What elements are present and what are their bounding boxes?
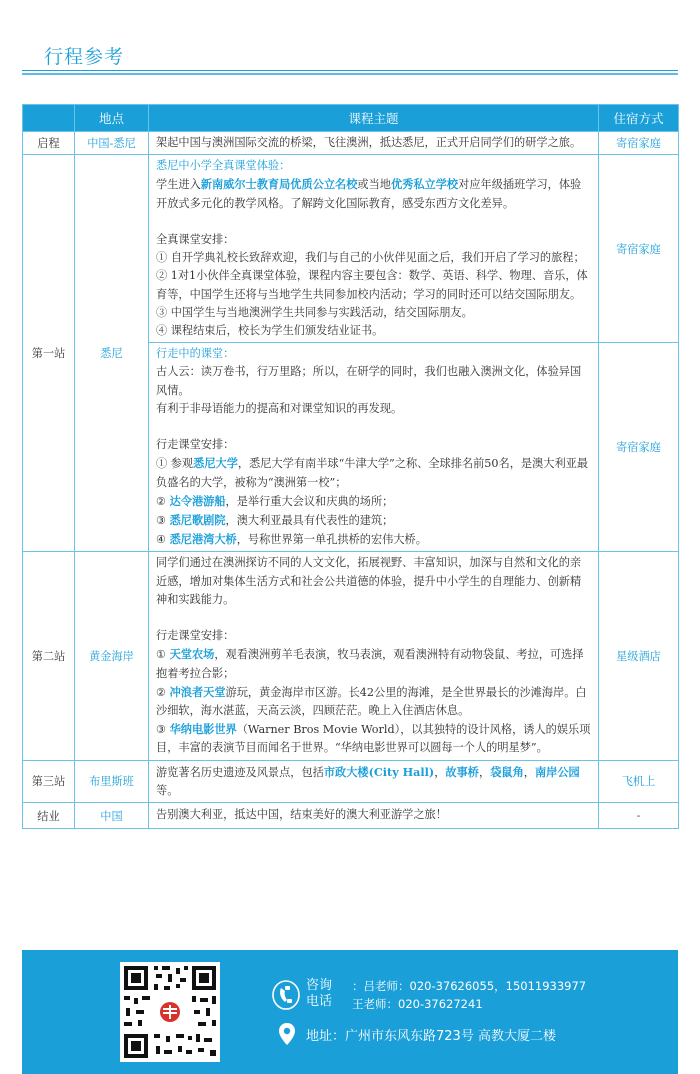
text: 对应年级插班学习，体验开放式多元化的教学风格。了解跨文化国际教育，感受东西方文化差异。 [156, 178, 582, 210]
sub-title: 全真课堂安排： [156, 233, 235, 246]
spacer [156, 213, 592, 231]
header-stop [23, 105, 75, 132]
highlight-text: 袋鼠角 [490, 764, 524, 779]
itinerary-table [22, 104, 679, 829]
text: 或当地 [357, 178, 391, 192]
text: ， [478, 765, 491, 779]
section-title: 悉尼中小学全真课堂体验： [156, 159, 291, 173]
list-item [156, 683, 592, 720]
address-info [272, 1022, 672, 1046]
text: ② [156, 494, 170, 508]
text: ③ [156, 723, 170, 737]
paragraph: 古人云：读万卷书，行万里路；所以，在研学的同时，我们也融入澳洲文化，体验异国风情。 [156, 365, 582, 397]
sub-title: 行走课堂安排： [156, 629, 235, 643]
highlight-text: 故事桥 [445, 764, 479, 779]
topic-cell [149, 760, 599, 802]
header-lodging: 住宿方式 [599, 105, 679, 132]
lodging-cell: 寄宿家庭 [599, 155, 679, 343]
table-row-stop3 [23, 760, 679, 802]
topic-cell [149, 132, 599, 155]
phone-icon [272, 980, 300, 1014]
lodging-cell: 飞机上 [599, 760, 679, 802]
list-item [156, 511, 592, 530]
text: ③ [156, 514, 170, 528]
list-item [156, 454, 592, 491]
paragraph: 有利于非母语能力的提高和对课堂知识的再发现。 [156, 401, 403, 415]
address-text: 地址：广州市东风东路723号 高教大厦二楼 [306, 1029, 556, 1044]
stop-cell: 第一站 [23, 155, 75, 552]
place-cell: 布里斯班 [75, 760, 149, 802]
list-item: ② 1对1小伙伴全真课堂体验，课程内容主要包含：数学、英语、科学、物理、音乐，体育等，中国学生还将与当地学生共同参加校内活动；学习的同时还可以结交国际朋友。 [156, 269, 588, 301]
topic-cell [149, 155, 599, 343]
text: ① [156, 648, 170, 662]
highlight-text: 优秀私立学校 [390, 177, 459, 192]
topic-cell [149, 552, 599, 760]
table-row-start [23, 132, 679, 155]
place-cell: 中国-悉尼 [75, 132, 149, 155]
contact-info [272, 976, 672, 1016]
highlight-text: 新南威尔士教育局优质公立名校 [200, 177, 358, 192]
list-item [156, 492, 592, 511]
highlight-text: 悉尼港湾大桥 [169, 532, 237, 547]
highlight-text: 悉尼歌剧院 [169, 513, 226, 528]
header-place: 地点 [75, 105, 149, 132]
qr-code-icon[interactable] [120, 962, 220, 1062]
text: ， [523, 765, 535, 779]
lodging-cell: 星级酒店 [599, 552, 679, 760]
page-title: 行程参考 [44, 46, 125, 68]
lodging-cell: 寄宿家庭 [599, 343, 679, 552]
list-item: ④ 课程结束后，校长为学生们颁发结业证书。 [156, 324, 384, 338]
topic-cell [149, 343, 599, 552]
list-item: ③ 中国学生与当地澳洲学生共同参与实践活动，结交国际朋友。 [156, 305, 473, 319]
text: ④ [156, 533, 170, 547]
list-item [156, 530, 592, 549]
text: （Warner Bros Movie World），以其独特的设计风格，诱人的娱乐项目，丰富的表演节目而闻名于世界。“华纳电影世界可以圆每一个人的明星梦”。 [156, 723, 591, 755]
highlight-text: 天堂农场 [169, 647, 215, 662]
topic-cell [149, 803, 599, 829]
highlight-text: 市政大楼(City Hall) [323, 764, 435, 779]
header-divider-thick [22, 73, 678, 75]
topic-text: 告别澳大利亚，抵达中国，结束美好的澳大利亚游学之旅！ [156, 808, 447, 822]
highlight-text: 悉尼大学 [193, 456, 238, 471]
place-cell: 中国 [75, 803, 149, 829]
table-row-stop2 [23, 552, 679, 760]
text: ， [434, 765, 446, 779]
text: ，观看澳洲剪羊毛表演，牧马表演，观看澳洲特有动物袋鼠、考拉，可选择抱着考拉合影； [156, 648, 584, 680]
sub-title: 行走课堂安排： [156, 438, 235, 452]
table-header-row [23, 105, 679, 132]
header-divider [22, 70, 678, 71]
text: ，澳大利亚最具有代表性的建筑； [225, 514, 394, 528]
page-header [22, 36, 678, 76]
label-line: 电话 [306, 994, 333, 1009]
label-line: 咨询 [306, 978, 333, 993]
text: 学生进入 [156, 178, 201, 192]
text: 等。 [156, 783, 179, 797]
location-pin-icon [278, 1022, 296, 1050]
contact-line-1: ：吕老师：020-37626055，15011933977 [352, 979, 587, 993]
list-item [156, 720, 592, 757]
list-item [156, 645, 592, 682]
text: ② [156, 685, 170, 699]
highlight-text: 冲浪者天堂 [169, 684, 226, 699]
text: ，悉尼大学有南半球“牛津大学”之称、全球排名前50名，是澳大利亚最负盛名的大学，被称为“澳洲第一校”； [156, 457, 589, 489]
header-topic: 课程主题 [149, 105, 599, 132]
table-row-stop1-school [23, 155, 679, 343]
stop-cell: 第二站 [23, 552, 75, 760]
topic-text: 架起中国与澳洲国际交流的桥梁，飞往澳洲，抵达悉尼，正式开启同学们的研学之旅。 [156, 136, 582, 149]
text: 游玩，黄金海岸市区游。长42公里的海滩，是全世界最长的沙滩海岸。白沙细软，海水湛蓝，天高云淡，四顾茫茫。晚上入住酒店休息。 [156, 685, 587, 718]
table-row-end [23, 803, 679, 829]
footer-bar [22, 950, 678, 1074]
stop-cell: 启程 [23, 132, 75, 155]
text: ① 参观 [156, 457, 194, 471]
stop-cell: 结业 [23, 803, 75, 829]
contact-line-2: 王老师：020-37627241 [352, 997, 483, 1011]
highlight-text: 达令港游船 [169, 493, 226, 508]
place-cell: 悉尼 [75, 155, 149, 552]
text: ，号称世界第一单孔拱桥的宏伟大桥。 [236, 533, 427, 547]
highlight-text: 华纳电影世界 [169, 722, 237, 737]
lodging-cell: - [599, 803, 679, 829]
highlight-text: 南岸公园 [534, 764, 580, 779]
place-cell: 黄金海岸 [75, 552, 149, 760]
paragraph [156, 175, 592, 212]
text: ，是举行重大会议和庆典的场所； [225, 494, 394, 508]
lodging-cell: 寄宿家庭 [599, 132, 679, 155]
stop-cell: 第三站 [23, 760, 75, 802]
paragraph: 同学们通过在澳洲探访不同的人文文化，拓展视野、丰富知识，加深与自然和文化的亲近感，增加对集体生活方式和社会公共道德的体验，提升中小学生的自理能力、创新精神和实践能力。 [156, 556, 582, 606]
spacer [156, 609, 592, 627]
list-item: ① 自开学典礼校长致辞欢迎，我们与自己的小伙伴见面之后，我们开启了学习的旅程； [156, 251, 585, 265]
section-title: 行走中的课堂： [156, 347, 235, 361]
text: 游览著名历史遗迹及风景点，包括 [156, 765, 324, 779]
spacer [156, 418, 592, 436]
contact-label [306, 978, 332, 1010]
